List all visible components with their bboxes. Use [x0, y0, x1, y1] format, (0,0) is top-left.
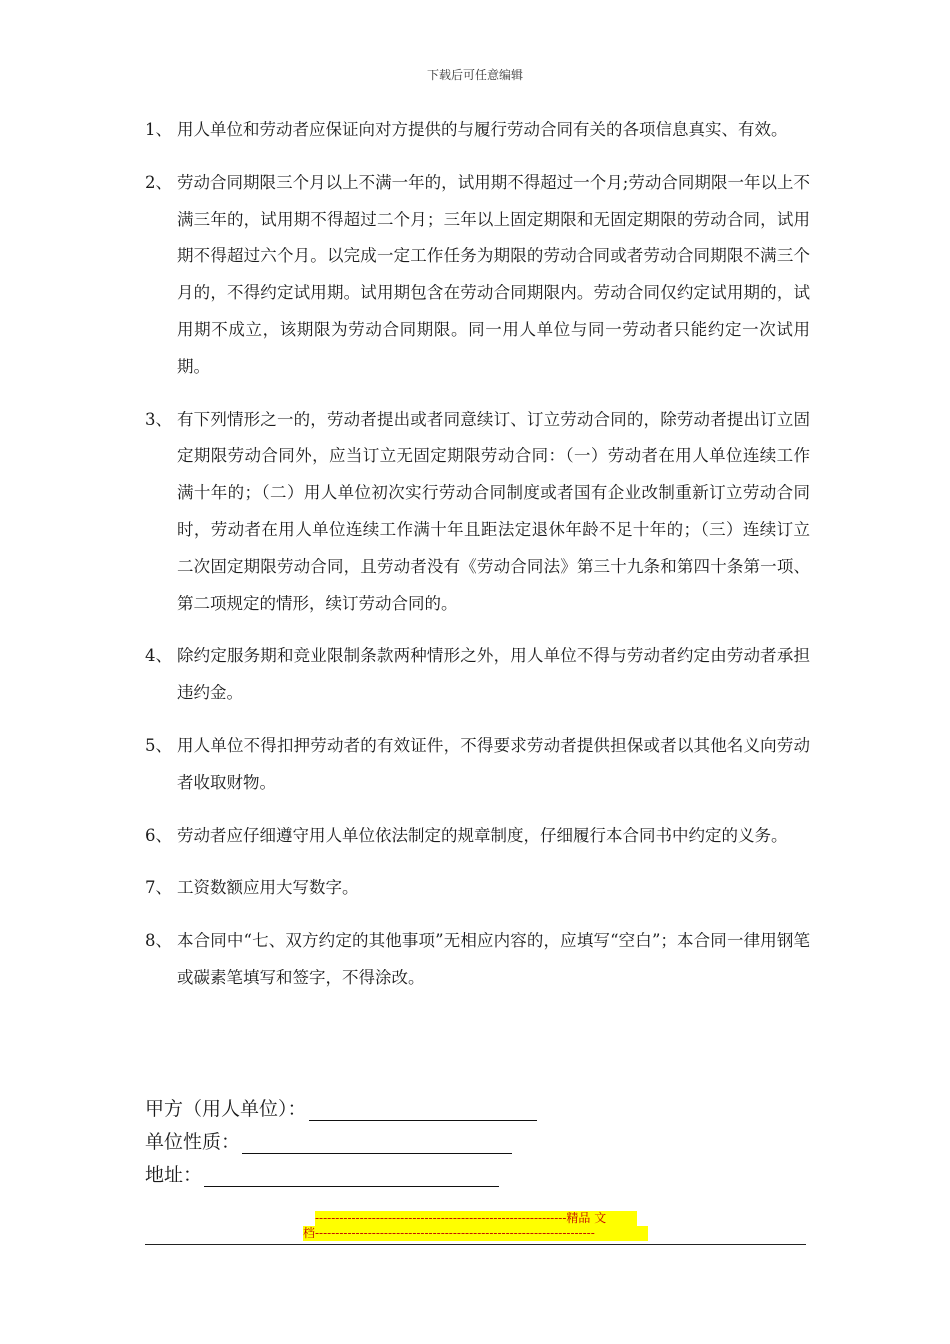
clause-number: 3、: [145, 409, 172, 429]
clause-text: 本合同中“七、双方约定的其他事项”无相应内容的，应填写“空白”；本合同一律用钢笔或碳素笔填写和签字，不得涂改。: [177, 931, 810, 987]
clause-number: 8、: [145, 931, 172, 951]
header-note: 下载后可任意编辑: [426, 68, 523, 82]
address-label: 地址：: [145, 1164, 203, 1186]
address-blank[interactable]: [204, 1164, 499, 1187]
clause-text: 劳动者应仔细遵守用人单位依法制定的规章制度，仔细履行本合同书中约定的义务。: [177, 825, 788, 845]
clause-number: 1、: [145, 120, 172, 139]
footer-watermark-line2: 档---------------------------------------------------------------------: [303, 1226, 648, 1241]
signature-fields: [145, 1088, 810, 1187]
party-a-label: 甲方（用人单位）：: [145, 1098, 307, 1120]
footer-divider: [145, 1244, 806, 1245]
unit-nature-label: 单位性质：: [145, 1131, 241, 1153]
party-a-blank[interactable]: [309, 1098, 537, 1121]
unit-nature-blank[interactable]: [242, 1131, 512, 1154]
clause-number: 2、: [145, 172, 172, 192]
clause-number: 4、: [145, 646, 172, 666]
clause-number: 7、: [145, 878, 172, 898]
clause-item: [145, 165, 810, 386]
clause-text: 有下列情形之一的，劳动者提出或者同意续订、订立劳动合同的，除劳动者提出订立固定期限劳动合同外，应当订立无固定期限劳动合同：（一）劳动者在用人单位连续工作满十年的；（二）用人单位初次实行劳动合同制度或者国有企业改制重新订立劳动合同时，劳动者在用人单位连续工作满十年且距法定退休年龄不足十年的；（三）连续订立二次固定期限劳动合同，且劳动者没有《劳动合同法》第三十九条和第四十条第一项、第二项规定的情形，续订劳动合同的。: [177, 409, 810, 613]
clause-number: 6、: [145, 825, 172, 845]
clause-item: [145, 818, 810, 855]
party-a-field: [145, 1088, 810, 1121]
clause-list: [145, 112, 810, 1013]
clause-item: [145, 923, 810, 997]
clause-item: [145, 728, 810, 802]
clause-text: 用人单位和劳动者应保证向对方提供的与履行劳动合同有关的各项信息真实、有效。: [177, 120, 788, 139]
address-field: [145, 1154, 810, 1187]
unit-nature-field: [145, 1121, 810, 1154]
clause-text: 工资数额应用大写数字。: [177, 878, 359, 898]
clause-item: [145, 112, 810, 149]
clause-text: 用人单位不得扣押劳动者的有效证件，不得要求劳动者提供担保或者以其他名义向劳动者收取财物。: [177, 735, 810, 792]
footer-watermark-line1: --------------------------------------------------------------精品 文: [315, 1211, 637, 1226]
clause-text: 劳动合同期限三个月以上不满一年的，试用期不得超过一个月;劳动合同期限一年以上不满三年的，试用期不得超过二个月；三年以上固定期限和无固定期限的劳动合同，试用期不得超过六个月。以完成一定工作任务为期限的劳动合同或者劳动合同期限不满三个月的，不得约定试用期。试用期包含在劳动合同期限内。劳动合同仅约定试用期的，试用期不成立，该期限为劳动合同期限。同一用人单位与同一劳动者只能约定一次试用期。: [177, 172, 810, 376]
clause-item: [145, 638, 810, 712]
clause-item: [145, 402, 810, 623]
clause-text: 除约定服务期和竞业限制条款两种情形之外，用人单位不得与劳动者约定由劳动者承担违约金。: [177, 646, 810, 703]
clause-number: 5、: [145, 735, 172, 755]
clause-item: [145, 870, 810, 907]
